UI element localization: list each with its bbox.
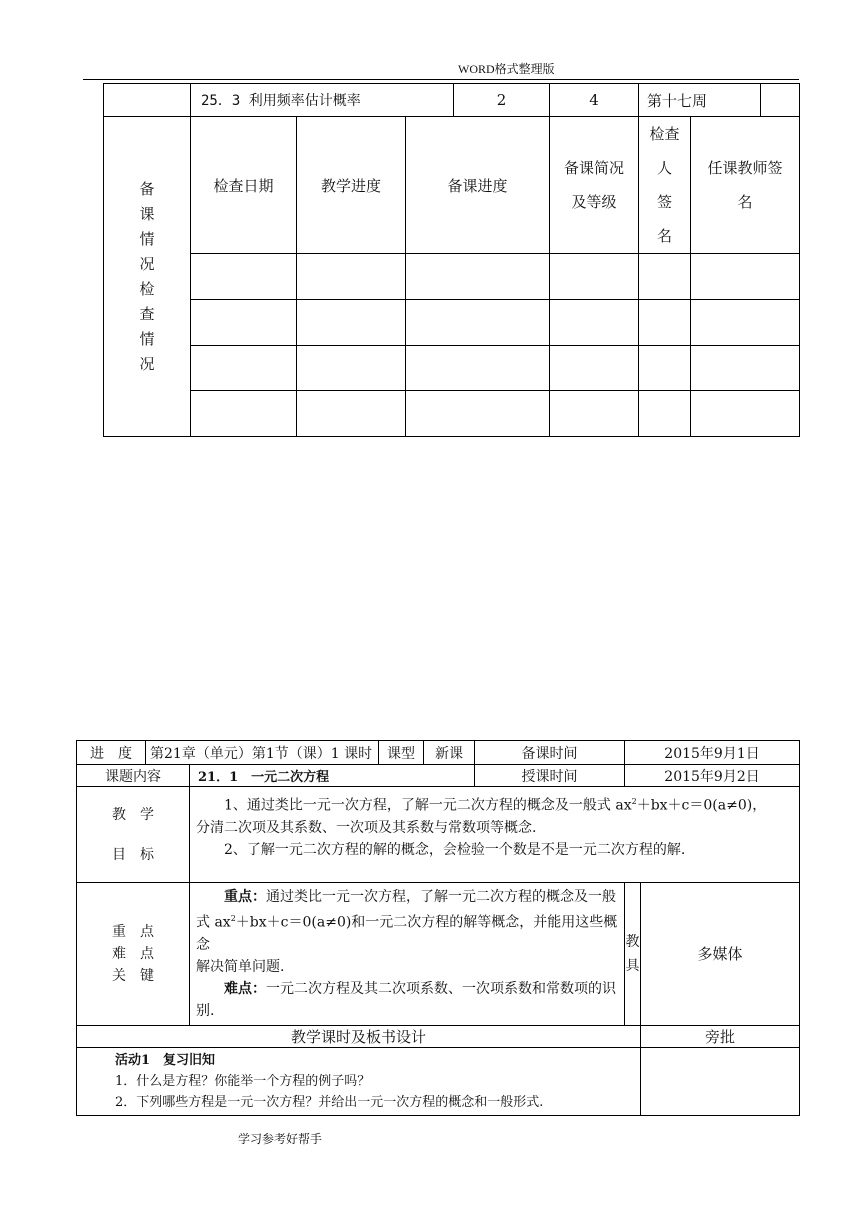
header-checker: 检查 人 签 名	[639, 117, 691, 254]
header-teach-progress: 教学进度	[297, 117, 406, 254]
value-cell-4: 4	[550, 84, 639, 117]
side-label-prep-check: 备 课 情 况 检 查 情 况	[104, 117, 191, 437]
key-points-content: 重点：通过类比一元一次方程，了解一元二次方程的概念及一般 式 $ax^2+bx+c=0(a\ne 0)$和一元二次方程的解等概念，并能用这些概念 解决简单问题. 难点：一元二次方程及其二次项系数、一次项系数和常数项的识 别.	[190, 883, 625, 1026]
topic-label: 课题内容	[77, 765, 190, 787]
topic-value: 21．1 一元二次方程	[190, 765, 475, 787]
design-title: 教学课时及板书设计	[77, 1025, 641, 1047]
teach-time-value: 2015年9月2日	[625, 765, 800, 787]
table-row	[104, 254, 800, 300]
chapter-info: 第21章（单元）第1节（课）1 课时	[146, 741, 379, 765]
key-points-label: 重 点 难 点 关 键	[77, 883, 190, 1026]
type-label: 课型	[379, 741, 424, 765]
teach-time-label: 授课时间	[475, 765, 625, 787]
lesson-plan-table	[76, 740, 800, 1116]
blank-cell	[104, 84, 191, 117]
side-note-label: 旁批	[641, 1025, 800, 1047]
header-prep-progress: 备课进度	[406, 117, 550, 254]
lesson-title: 25．3 利用频率估计概率	[191, 84, 454, 117]
activity-content: 活动1 复习旧知 1．什么是方程？你能举一个方程的例子吗？ 2．下列哪些方程是一元一次方程？并给出一元一次方程的概念和一般形式.	[77, 1047, 641, 1115]
header-teacher-sign: 任课教师签 名	[691, 117, 800, 254]
header-check-date: 检查日期	[191, 117, 297, 254]
header-rule	[83, 79, 799, 80]
prep-time-value: 2015年9月1日	[625, 741, 800, 765]
goals-label: 教 学 目 标	[77, 787, 190, 883]
header-text: WORD格式整理版	[458, 62, 555, 76]
blank-cell	[761, 84, 800, 117]
table-row	[104, 300, 800, 346]
goals-content: 1、通过类比一元一次方程，了解一元二次方程的概念及一般式 $ax^2+bx+c=0(a\ne 0)$， 分清二次项及其系数、一次项及其系数与常数项等概念. 2、了解一元二次方程的解的概念，会检验一个数是不是一元二次方程的解.	[190, 787, 800, 883]
table-row	[104, 391, 800, 437]
header-prep-summary: 备课简况 及等级	[550, 117, 639, 254]
table-row	[104, 346, 800, 391]
footer-text: 学习参考好帮手	[238, 1132, 323, 1146]
type-value: 新课	[424, 741, 475, 765]
week-cell: 第十七周	[639, 84, 761, 117]
side-note-cell	[641, 1047, 800, 1115]
prep-time-label: 备课时间	[475, 741, 625, 765]
progress-label: 进 度	[77, 741, 146, 765]
tools-value: 多媒体	[641, 883, 800, 1026]
tools-label: 教 具	[625, 883, 641, 1026]
value-cell-2: 2	[454, 84, 550, 117]
prep-check-table	[103, 83, 800, 437]
